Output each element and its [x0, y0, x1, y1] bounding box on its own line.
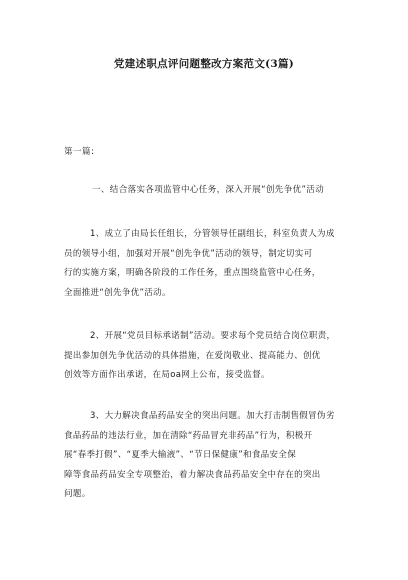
- paragraph-line: 问题。: [64, 489, 91, 499]
- paragraph-line: 展“春季打假”、“夏季大输液”、“节日保健康”和食品安全保: [64, 450, 297, 460]
- paragraph-line: 障等食品药品安全专项整治，着力解决食品药品安全中存在的突出: [64, 469, 321, 480]
- paragraph-line: 3、大力解决食品药品安全的突出问题。加大打击制售假冒伪劣: [90, 411, 335, 421]
- paragraph-line: 1、成立了由局长任组长，分管领导任副组长，科室负责人为成: [90, 229, 335, 239]
- paragraph-line: 提出参加创先争优活动的具体措施，在爱岗敬业、提高能力、创优: [64, 350, 321, 361]
- paragraph-2: [64, 327, 354, 386]
- paragraph-line: 创效等方面作出承诺，在局oa网上公布，接受监督。: [64, 370, 270, 380]
- paragraph-1: [64, 225, 354, 303]
- paragraph-line: 食品药品的违法行业，加在清除“药品冒充非药品”行为，积极开: [64, 430, 313, 441]
- paragraph-line: 行的实施方案，明确各阶段的工作任务，重点围绕监管中心任务，: [64, 268, 321, 278]
- paragraph-line: 2、开展“党员目标承诺制”活动。要求每个党员结合岗位职责，: [90, 331, 336, 341]
- paragraph-line: 员的领导小组，加强对开展“创先争优”活动的领导，制定切实可: [64, 248, 313, 259]
- paragraph-line: 全面推进“创先争优”活动。: [64, 287, 171, 298]
- paragraph-3: [64, 407, 354, 505]
- document-title: 党建述职点评问题整改方案范文(3篇): [113, 58, 295, 70]
- section-heading: 一、结合落实各项监管中心任务，深入开展“创先争优”活动: [92, 185, 325, 195]
- section-label: 第一篇:: [64, 147, 95, 157]
